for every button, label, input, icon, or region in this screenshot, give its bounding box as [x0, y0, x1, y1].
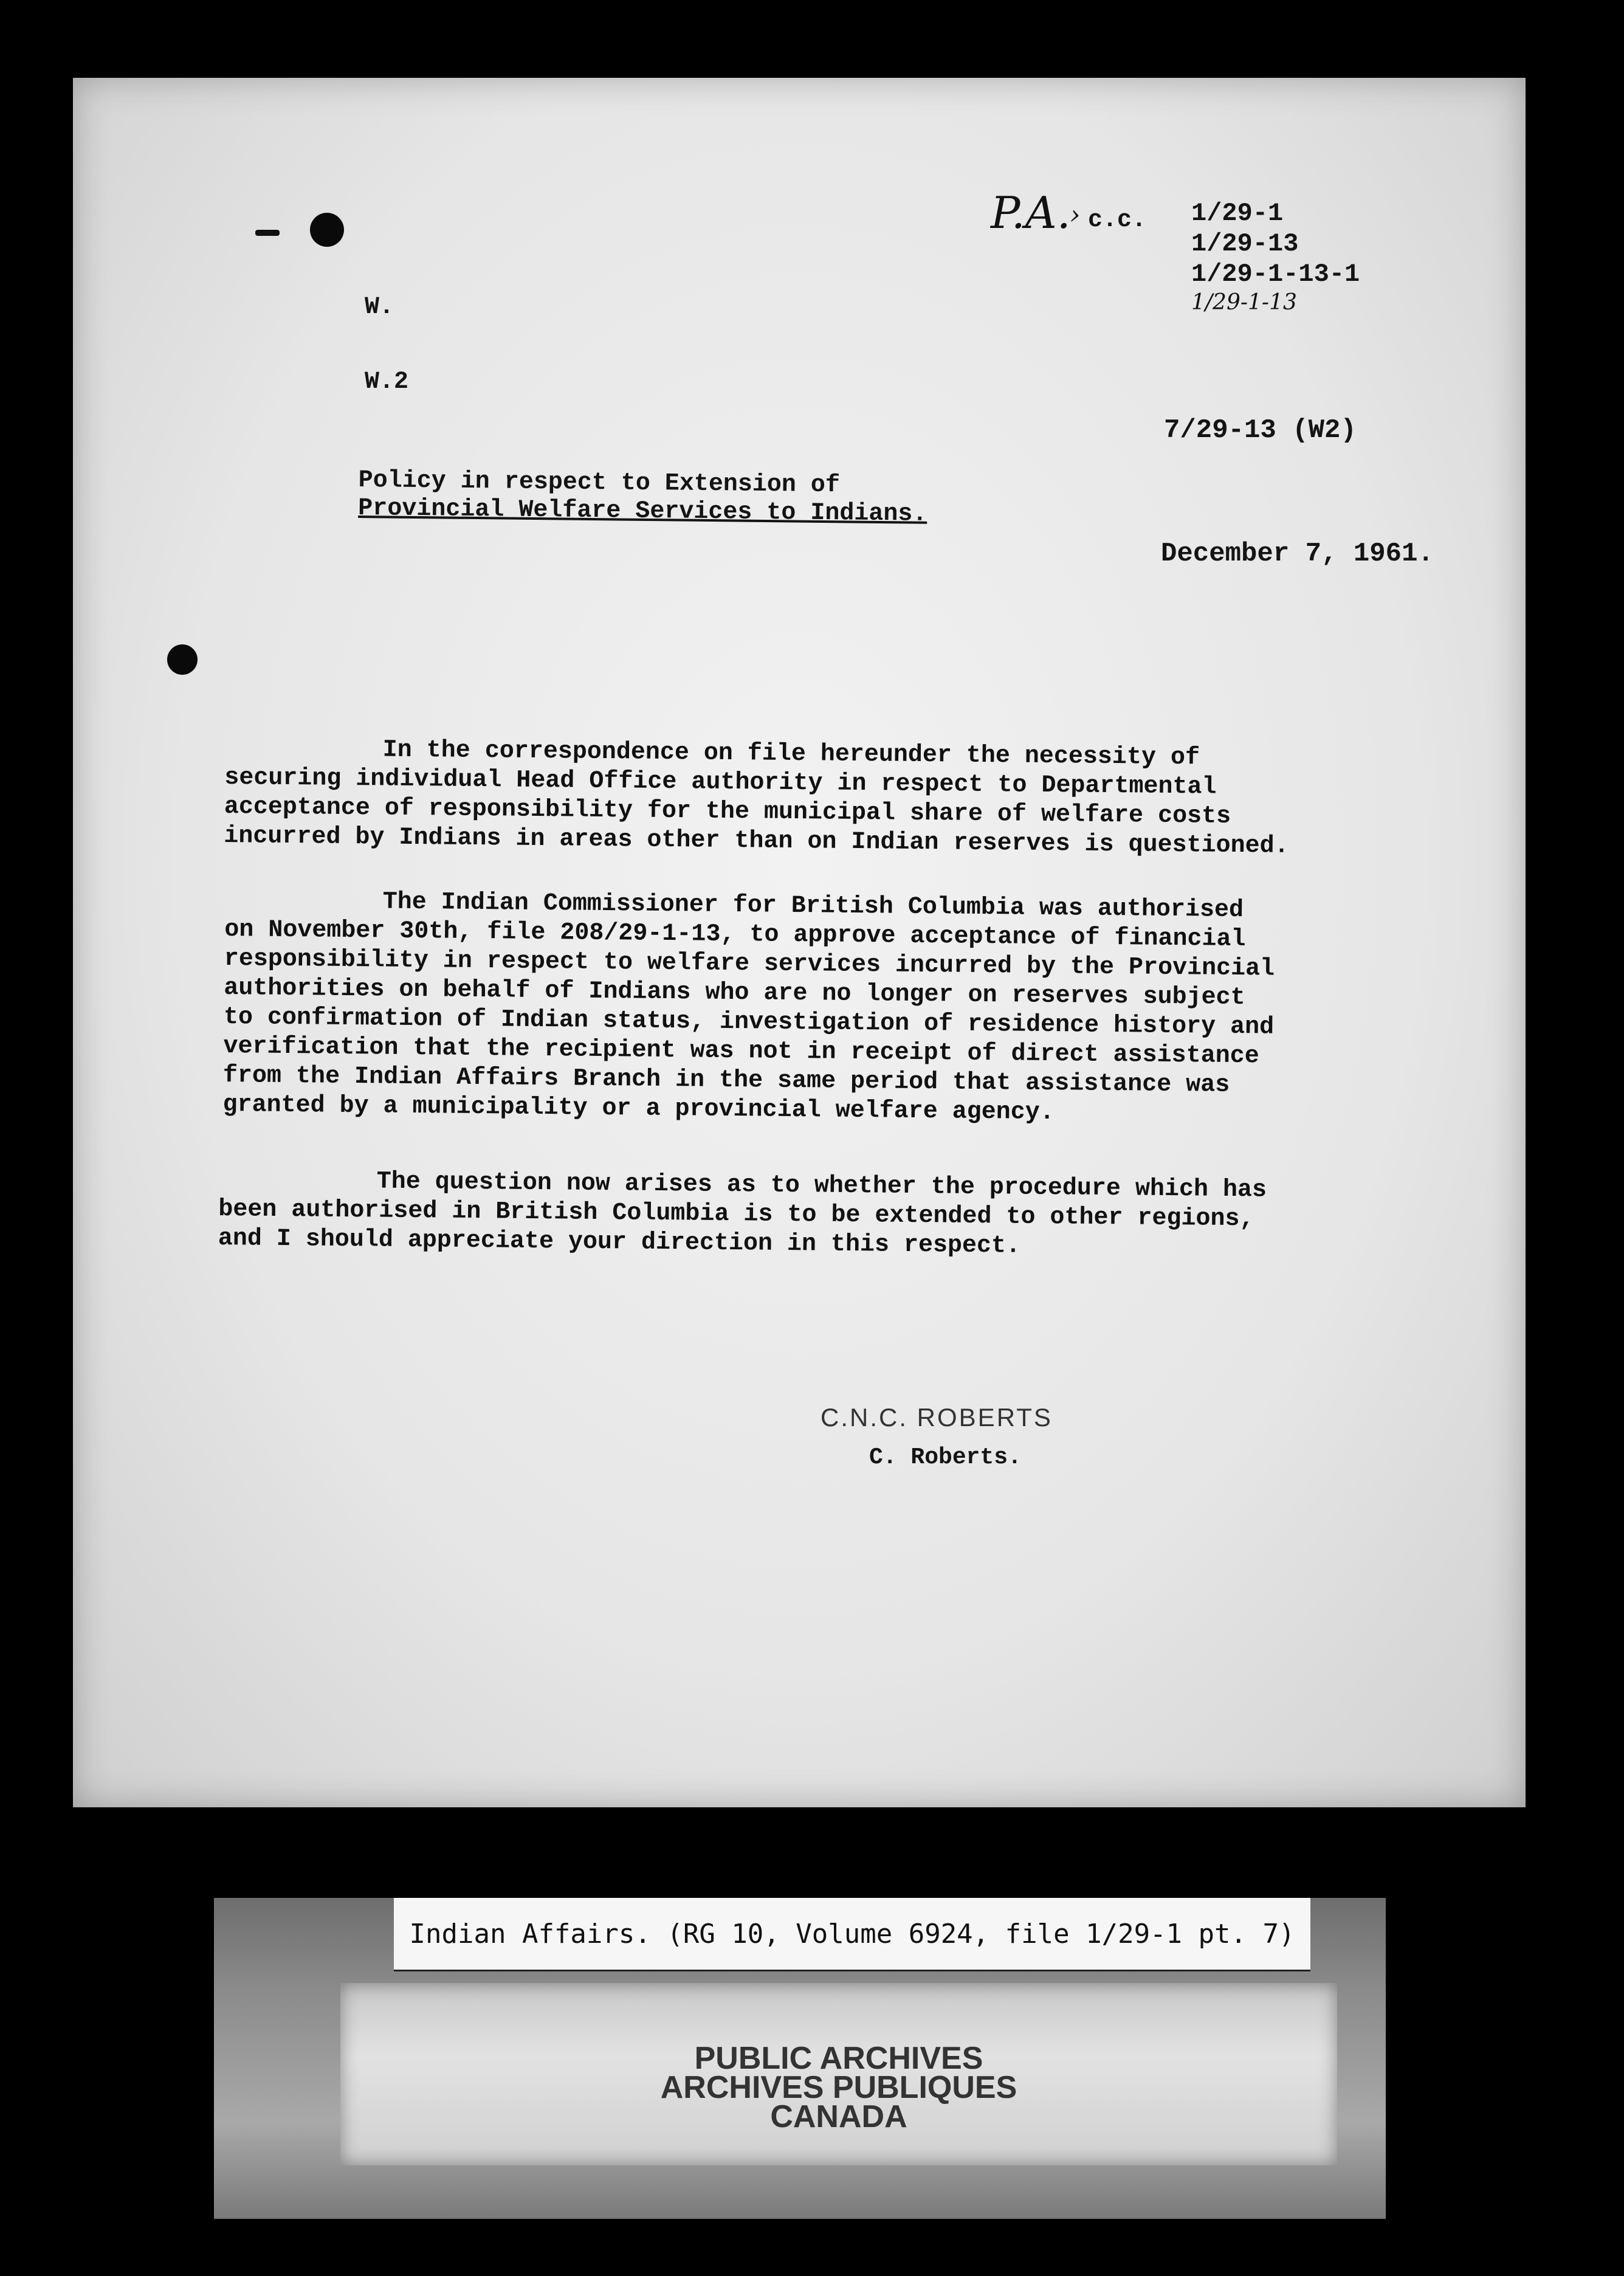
- paragraph-line: on November 30th, file 208/29-1-13, to approve acceptance of financial: [224, 916, 1246, 954]
- subject: [358, 467, 927, 529]
- subject-line-2: Provincial Welfare Services to Indians.: [358, 494, 927, 528]
- file-ref-2: 1/29-13: [1191, 229, 1299, 258]
- paragraph-line: verification that the recipient was not in receipt of direct assistance: [223, 1032, 1259, 1071]
- paragraph-1: [224, 734, 1349, 862]
- paragraph-line: and I should appreciate your direction in this respect.: [218, 1224, 1021, 1260]
- file-ref-handwritten: 1/29-1-13: [1191, 290, 1297, 315]
- arrow-mark: ›: [1070, 199, 1081, 230]
- document-page: [73, 78, 1526, 1807]
- signature-typed: C. Roberts.: [869, 1444, 1022, 1471]
- punch-hole-top: [310, 213, 344, 247]
- file-ref-3: 1/29-1-13-1: [1191, 260, 1360, 289]
- paragraph-line: securing individual Head Office authority in respect to Departmental: [224, 764, 1217, 801]
- dash-mark: [255, 230, 280, 236]
- archive-citation-label: [394, 1898, 1310, 1971]
- archive-tape: [340, 1983, 1337, 2165]
- punch-hole-middle: [167, 644, 198, 675]
- paragraph-line: incurred by Indians in areas other than on Indian reserves is questioned.: [224, 822, 1289, 860]
- paragraph-line: In the correspondence on file hereunder the necessity of: [382, 736, 1200, 772]
- cc-label: c.c.: [1088, 207, 1147, 234]
- marker-w2: W.2: [365, 368, 409, 396]
- paragraph-line: to confirmation of Indian status, investigation of residence history and: [223, 1003, 1275, 1041]
- paragraph-line: from the Indian Affairs Branch in the same period that assistance was: [222, 1061, 1230, 1099]
- file-ref-1: 1/29-1: [1191, 199, 1284, 228]
- archives-line-2: ARCHIVES PUBLIQUES: [660, 2070, 1017, 2105]
- marker-w: W.: [365, 294, 394, 321]
- paragraph-line: authorities on behalf of Indians who are no longer on reserves subject: [224, 974, 1245, 1012]
- paragraph-3: [218, 1166, 1343, 1264]
- signature-stamp: C.N.C. ROBERTS: [821, 1403, 1053, 1432]
- archives-line-3: CANADA: [770, 2099, 907, 2134]
- file-ref-list: [1191, 198, 1360, 316]
- paragraph-line: The Indian Commissioner for British Columbia was authorised: [382, 888, 1244, 925]
- paragraph-line: been authorised in British Columbia is to be extended to other regions,: [218, 1195, 1254, 1233]
- paragraph-line: responsibility in respect to welfare services incurred by the Provincial: [224, 945, 1275, 983]
- paragraph-line: The question now arises as to whether the procedure which has: [376, 1168, 1267, 1204]
- letter-date: December 7, 1961.: [1161, 539, 1434, 569]
- paragraph-line: granted by a municipality or a provincial welfare agency.: [222, 1091, 1055, 1127]
- paragraph-2: [222, 886, 1349, 1131]
- subject-line-1: Policy in respect to Extension of: [358, 467, 841, 500]
- paragraph-line: acceptance of responsibility for the municipal share of welfare costs: [224, 793, 1231, 830]
- archives-line-1: PUBLIC ARCHIVES: [694, 2041, 983, 2076]
- file-number: 7/29-13 (W2): [1164, 415, 1357, 446]
- handwritten-initials: P.A.: [991, 187, 1071, 238]
- archives-stamp: [340, 2041, 1337, 2134]
- archive-citation-text: Indian Affairs. (RG 10, Volume 6924, file 1/29-1 pt. 7): [409, 1918, 1295, 1950]
